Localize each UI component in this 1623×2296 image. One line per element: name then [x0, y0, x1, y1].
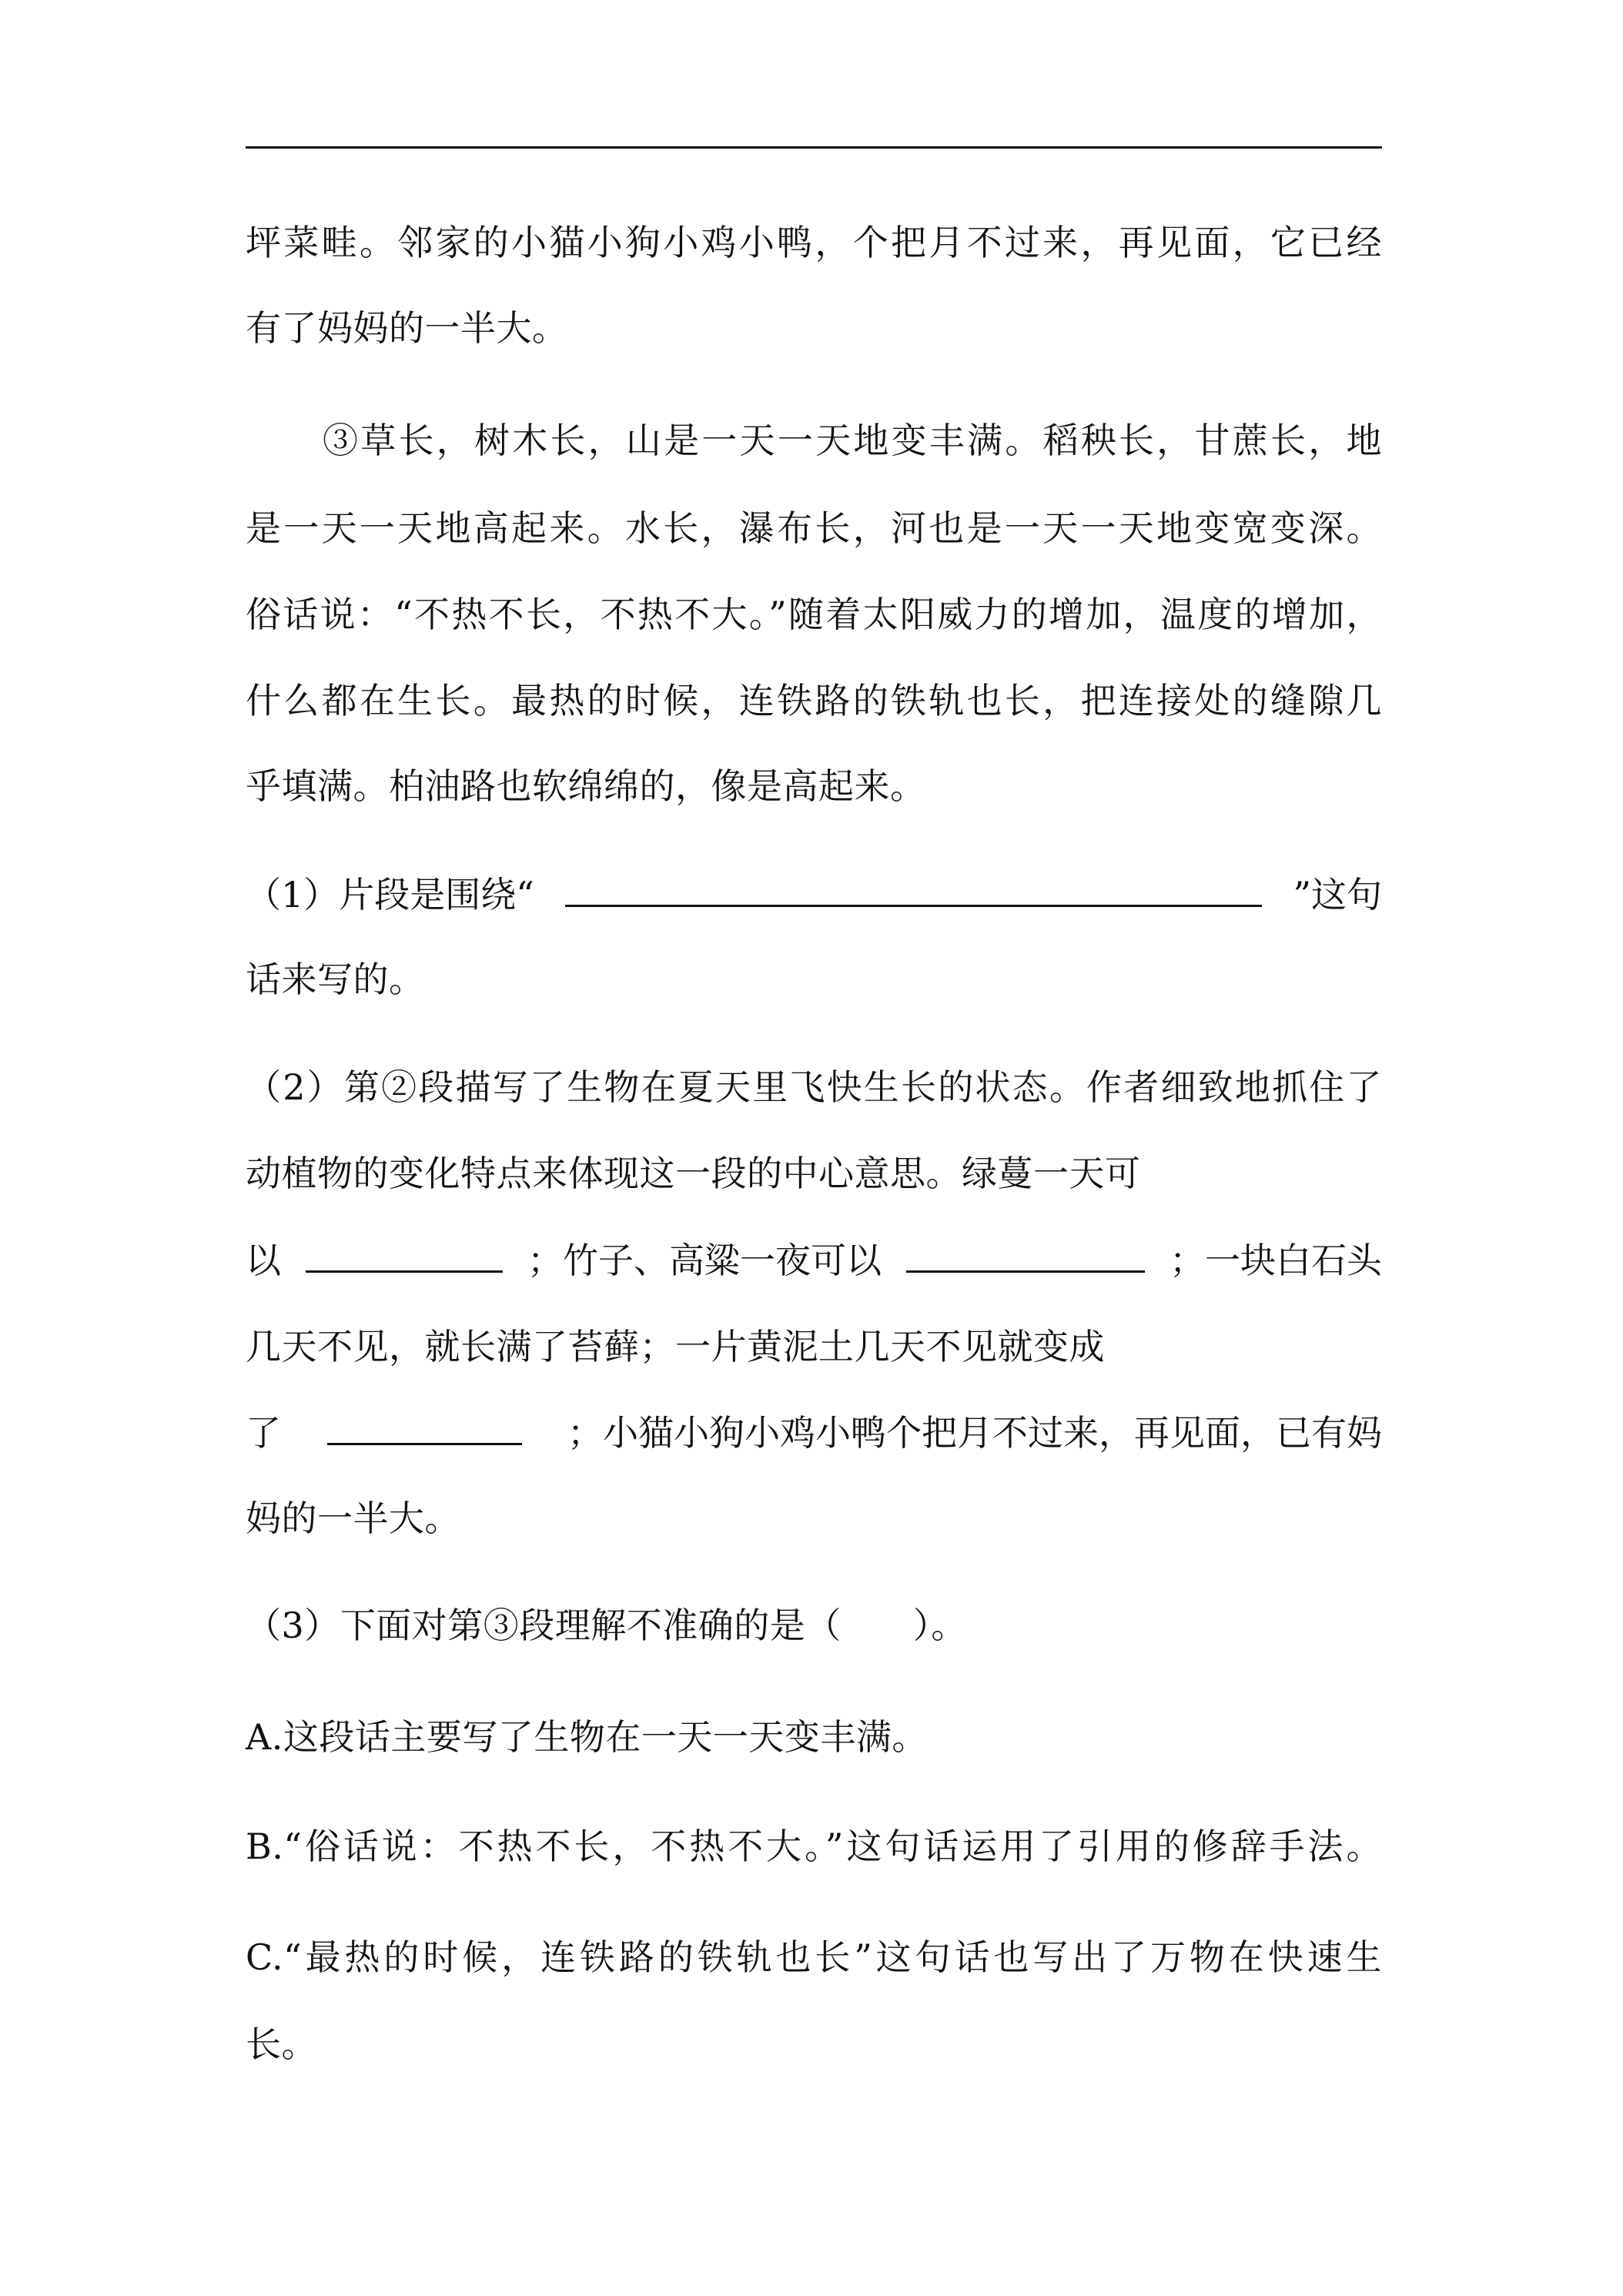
question-2-line: （2）第②段描写了生物在夏天里飞快生长的状态。作者细致地抓住了: [246, 1066, 1382, 1108]
question-3-stem: （3）下面对第③段理解不准确的是（ ）。: [246, 1605, 967, 1646]
paragraph-3-line: 什么都在生长。最热的时候，连铁路的铁轨也长，把连接处的缝隙几: [246, 680, 1382, 721]
paragraph-3-line: 俗话说：“不热不长，不热不大。”随着太阳威力的增加，温度的增加，: [246, 594, 1382, 635]
option-c[interactable]: C.“最热的时候，连铁路的铁轨也长”这句话也写出了万物在快速生: [246, 1936, 1382, 1978]
question-2-text: ；竹子、高粱一夜可以: [527, 1240, 882, 1281]
question-2-text: 了: [246, 1412, 281, 1454]
answer-blank[interactable]: [306, 1235, 503, 1273]
question-1-line: [246, 868, 1382, 922]
question-1-line: 话来写的。: [246, 959, 425, 1000]
question-2-line: 妈的一半大。: [246, 1498, 460, 1539]
option-a[interactable]: A.这段话主要写了生物在一天一天变丰满。: [246, 1716, 928, 1758]
paragraph-3-line: ③草长，树木长，山是一天一天地变丰满。稻秧长，甘蔗长，地: [323, 420, 1382, 461]
paragraph-3-line: 乎填满。柏油路也软绵绵的，像是高起来。: [246, 765, 926, 807]
passage-line: 有了妈妈的一半大。: [246, 307, 568, 349]
option-c-continued: 长。: [246, 2023, 317, 2065]
question-2-line: 几天不见，就长满了苔藓；一片黄泥土几天不见就变成: [246, 1326, 1105, 1367]
passage-line: 坪菜畦。邻家的小猫小狗小鸡小鸭，个把月不过来，再见面，它已经: [246, 222, 1382, 263]
question-2-text: 以: [246, 1240, 281, 1281]
question-2-line: 动植物的变化特点来体现这一段的中心意思。绿蔓一天可: [246, 1153, 1141, 1194]
question-2-text: ；小猫小狗小鸡小鸭个把月不过来，再见面，已有妈: [567, 1412, 1382, 1454]
question-2-line: [246, 1233, 1382, 1287]
question-2-text: ；一块白石头: [1170, 1240, 1382, 1281]
answer-blank[interactable]: [565, 869, 1262, 907]
answer-blank[interactable]: [327, 1407, 522, 1445]
answer-blank[interactable]: [906, 1235, 1145, 1273]
paragraph-3-line: 是一天一天地高起来。水长，瀑布长，河也是一天一天地变宽变深。: [246, 507, 1382, 549]
header-rule: [246, 146, 1382, 149]
question-1-suffix: ”这句: [1293, 874, 1382, 915]
option-b[interactable]: B.“俗话说：不热不长，不热不大。”这句话运用了引用的修辞手法。: [246, 1826, 1382, 1867]
question-1-prefix: （1）片段是围绕“: [246, 874, 534, 915]
question-2-line: [246, 1406, 1382, 1460]
